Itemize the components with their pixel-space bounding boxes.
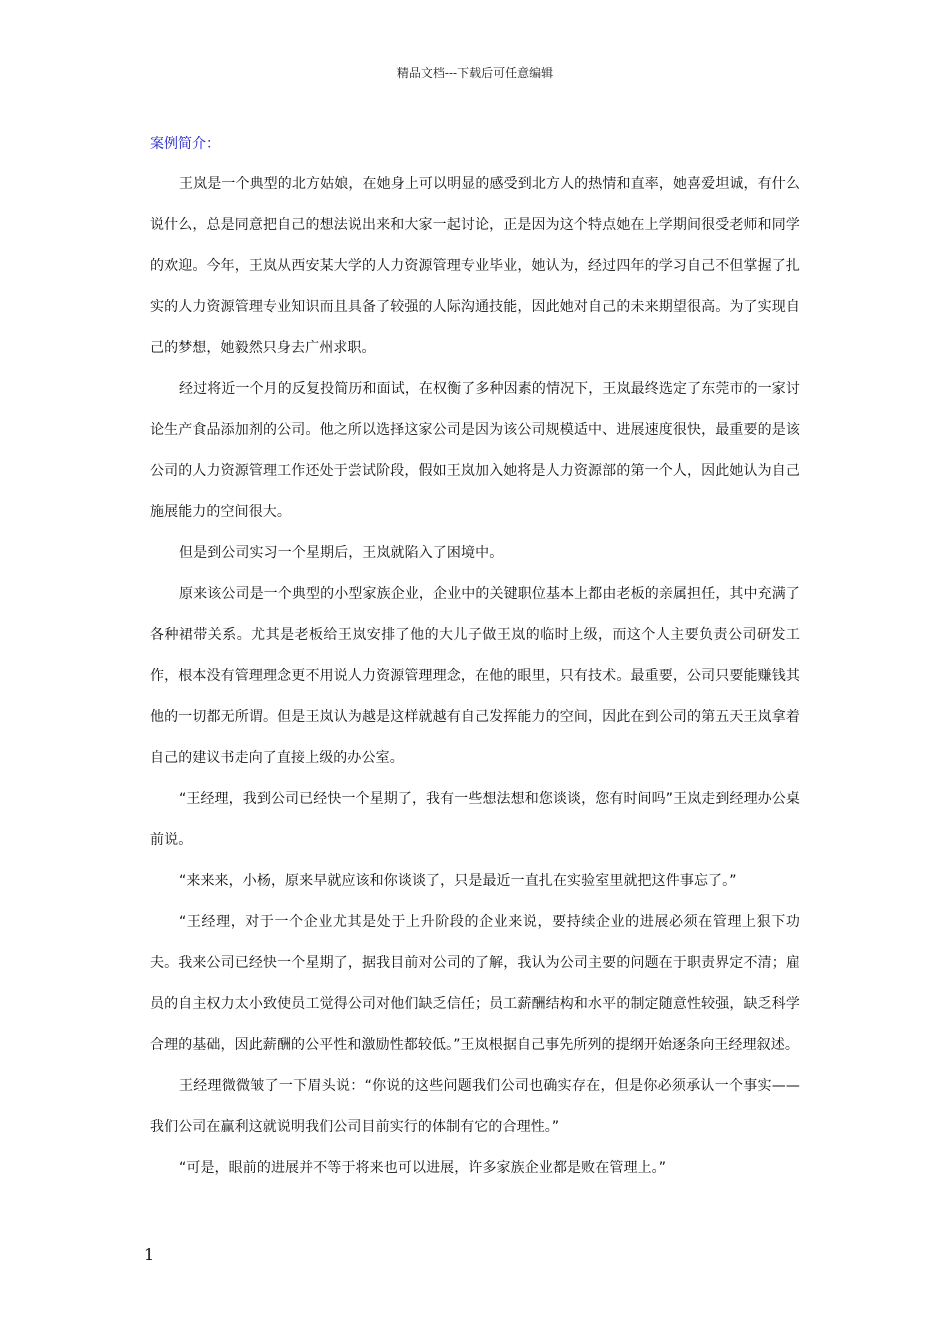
paragraph: 王岚是一个典型的北方姑娘，在她身上可以明显的感受到北方人的热情和直率，她喜爱坦诚，有什么说什么，总是同意把自己的想法说出来和大家一起讨论，正是因为这个特点她在上学期间很受老师和同学的欢迎。今年，王岚从西安某大学的人力资源管理专业毕业，她认为，经过四年的学习自己不但掌握了扎实的人力资源管理专业知识而且具备了较强的人际沟通技能，因此她对自己的未来期望很高。为了实现自己的梦想，她毅然只身去广州求职。 — [150, 176, 800, 356]
document-body — [150, 124, 800, 1189]
paragraph: “可是，眼前的进展并不等于将来也可以进展，许多家族企业都是败在管理上。” — [179, 1160, 667, 1176]
paragraph: “王经理，我到公司已经快一个星期了，我有一些想法想和您谈谈，您有时间吗”王岚走到经理办公桌前说。 — [150, 791, 801, 848]
section-title: 案例简介： — [150, 136, 220, 152]
paragraph: “王经理，对于一个企业尤其是处于上升阶段的企业来说，要持续企业的进展必须在管理上狠下功夫。我来公司已经快一个星期了，据我目前对公司的了解，我认为公司主要的问题在于职责界定不清；雇员的自主权力太小致使员工觉得公司对他们缺乏信任；员工薪酬结构和水平的制定随意性较强，缺乏科学合理的基础，因此薪酬的公平性和激励性都较低。”王岚根据自己事先所列的提纲开始逐条向王经理叙述。 — [150, 914, 800, 1053]
paragraph: 原来该公司是一个典型的小型家族企业，企业中的关键职位基本上都由老板的亲属担任，其中充满了各种裙带关系。尤其是老板给王岚安排了他的大儿子做王岚的临时上级，而这个人主要负责公司研发工作，根本没有管理理念更不用说人力资源管理理念，在他的眼里，只有技术。最重要，公司只要能赚钱其他的一切都无所谓。但是王岚认为越是这样就越有自己发挥能力的空间，因此在到公司的第五天王岚拿着自己的建议书走向了直接上级的办公室。 — [150, 586, 800, 766]
paragraph: 经过将近一个月的反复投简历和面试，在权衡了多种因素的情况下，王岚最终选定了东莞市的一家讨论生产食品添加剂的公司。他之所以选择这家公司是因为该公司规模适中、进展速度很快，最重要的是该公司的人力资源管理工作还处于尝试阶段，假如王岚加入她将是人力资源部的第一个人，因此她认为自己施展能力的空间很大。 — [150, 381, 800, 520]
paragraph: “来来来，小杨，原来早就应该和你谈谈了，只是最近一直扎在实验室里就把这件事忘了。” — [179, 873, 737, 889]
page-number: 1 — [144, 1245, 155, 1264]
page-header: 精品文档---下载后可任意编辑 — [396, 66, 554, 80]
paragraph: 王经理微微皱了一下眉头说：“你说的这些问题我们公司也确实存在，但是你必须承认一个事实——我们公司在赢利这就说明我们公司目前实行的体制有它的合理性。” — [150, 1078, 800, 1135]
paragraph: 但是到公司实习一个星期后，王岚就陷入了困境中。 — [179, 545, 504, 561]
